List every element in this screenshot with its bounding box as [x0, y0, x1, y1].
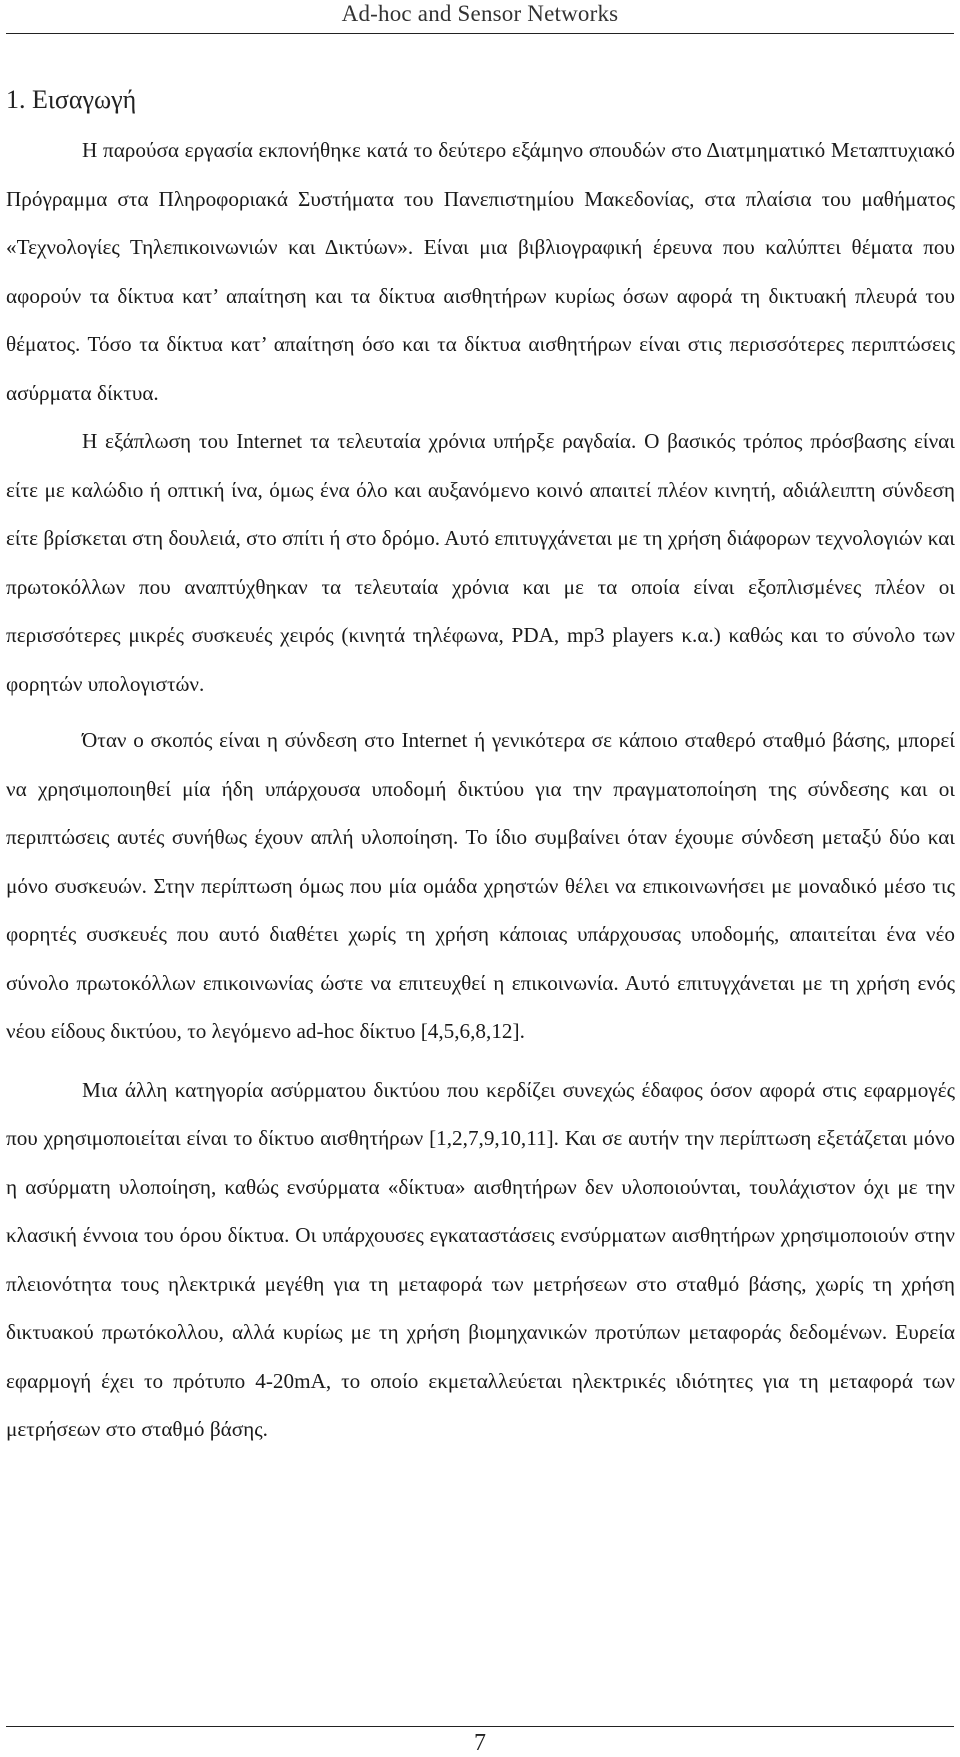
paragraph-ad-hoc-networks: Όταν ο σκοπός είναι η σύνδεση στο Internet ή γενικότερα σε κάποιο σταθερό σταθμό βάσης, μπορεί να χρησιμοποιηθεί μία ήδη υπάρχουσα υποδομή δικτύου για την πραγματοποίηση της σύνδεσης και οι περιπτώσεις αυτές συνήθως έχουν απλή υλοποίηση. Το ίδιο συμβαίνει όταν έχουμε σύνδεση μεταξύ δύο και μόνο συσκευών. Στην περίπτωση όμως που μία ομάδα χρηστών θέλει να επικοινωνήσει με μοναδικό μέσο τις φορητές συσκευές που αυτό διαθέτει χωρίς τη χρήση κάποιας υπάρχουσας υποδομής, απαιτείται ένα νέο σύνολο πρωτοκόλλων επικοινωνίας ώστε να επιτευχθεί η επικοινωνία. Αυτό επιτυγχάνεται με τη χρήση ενός νέου είδους δικτύου, το λεγόμενο ad-hoc δίκτυο [4,5,6,8,12]. — [6, 728, 955, 1043]
paragraph-sensor-networks: Μια άλλη κατηγορία ασύρματου δικτύου που κερδίζει συνεχώς έδαφος όσον αφορά στις εφαρμογές που χρησιμοποιείται είναι το δίκτυο αισθητήρων [1,2,7,9,10,11]. Και σε αυτήν την περίπτωση εξετάζεται μόνο η ασύρματη υλοποίηση, καθώς ενσύρματα «δίκτυα» αισθητήρων δεν υλοποιούνται, τουλάχιστον όχι με την κλασική έννοια του όρου δίκτυα. Οι υπάρχουσες εγκαταστάσεις ενσύρματων αισθητήρων χρησιμοποιούν στην πλειονότητα τους ηλεκτρικά μεγέθη για τη μεταφορά των μετρήσεων στο σταθμό βάσης, χωρίς τη χρήση δικτυακού πρωτόκολλου, αλλά κυρίως με τη χρήση βιομηχανικών προτύπων μεταφοράς δεδομένων. Ευρεία εφαρμογή έχει το πρότυπο 4-20mA, το οποίο εκμεταλλεύεται ηλεκτρικές ιδιότητες για τη μεταφορά των μετρήσεων στο σταθμό βάσης. — [6, 1077, 955, 1441]
header-rule — [6, 33, 954, 34]
paragraph-internet-expansion: Η εξάπλωση του Internet τα τελευταία χρόνια υπήρξε ραγδαία. Ο βασικός τρόπος πρόσβασης είναι είτε με καλώδιο ή οπτική ίνα, όμως ένα όλο και αυξανόμενο κοινό απαιτεί πλέον κινητή, αδιάλειπτη σύνδεση είτε βρίσκεται στη δουλειά, στο σπίτι ή στο δρόμο. Αυτό επιτυγχάνεται με τη χρήση διάφορων τεχνολογιών και πρωτοκόλλων που αναπτύχθηκαν τα τελευταία χρόνια και με τα οποία είναι εξοπλισμένες πλέον οι περισσότερες μικρές συσκευές χειρός (κινητά τηλέφωνα, PDA, mp3 players κ.α.) καθώς και το σύνολο των φορητών υπολογιστών. — [6, 429, 955, 696]
footer-rule — [6, 1726, 954, 1727]
section-heading: 1. Εισαγωγή — [6, 85, 137, 114]
page-body — [6, 76, 955, 1454]
running-header: Ad-hoc and Sensor Networks — [341, 1, 619, 26]
page-number: 7 — [474, 1730, 486, 1756]
paragraph-introduction: Η παρούσα εργασία εκπονήθηκε κατά το δεύτερο εξάμηνο σπουδών στο Διατμηματικό Μεταπτυχιακό Πρόγραμμα στα Πληροφοριακά Συστήματα του Πανεπιστημίου Μακεδονίας, στα πλαίσια του μαθήματος «Τεχνολογίες Τηλεπικοινωνιών και Δικτύων». Είναι μια βιβλιογραφική έρευνα που καλύπτει θέματα που αφορούν τα δίκτυα κατ’ απαίτηση και τα δίκτυα αισθητήρων κυρίως όσων αφορά τη δικτυακή πλευρά του θέματος. Τόσο τα δίκτυα κατ’ απαίτηση όσο και τα δίκτυα αισθητήρων είναι στις περισσότερες περιπτώσεις ασύρματα δίκτυα. — [6, 138, 955, 405]
